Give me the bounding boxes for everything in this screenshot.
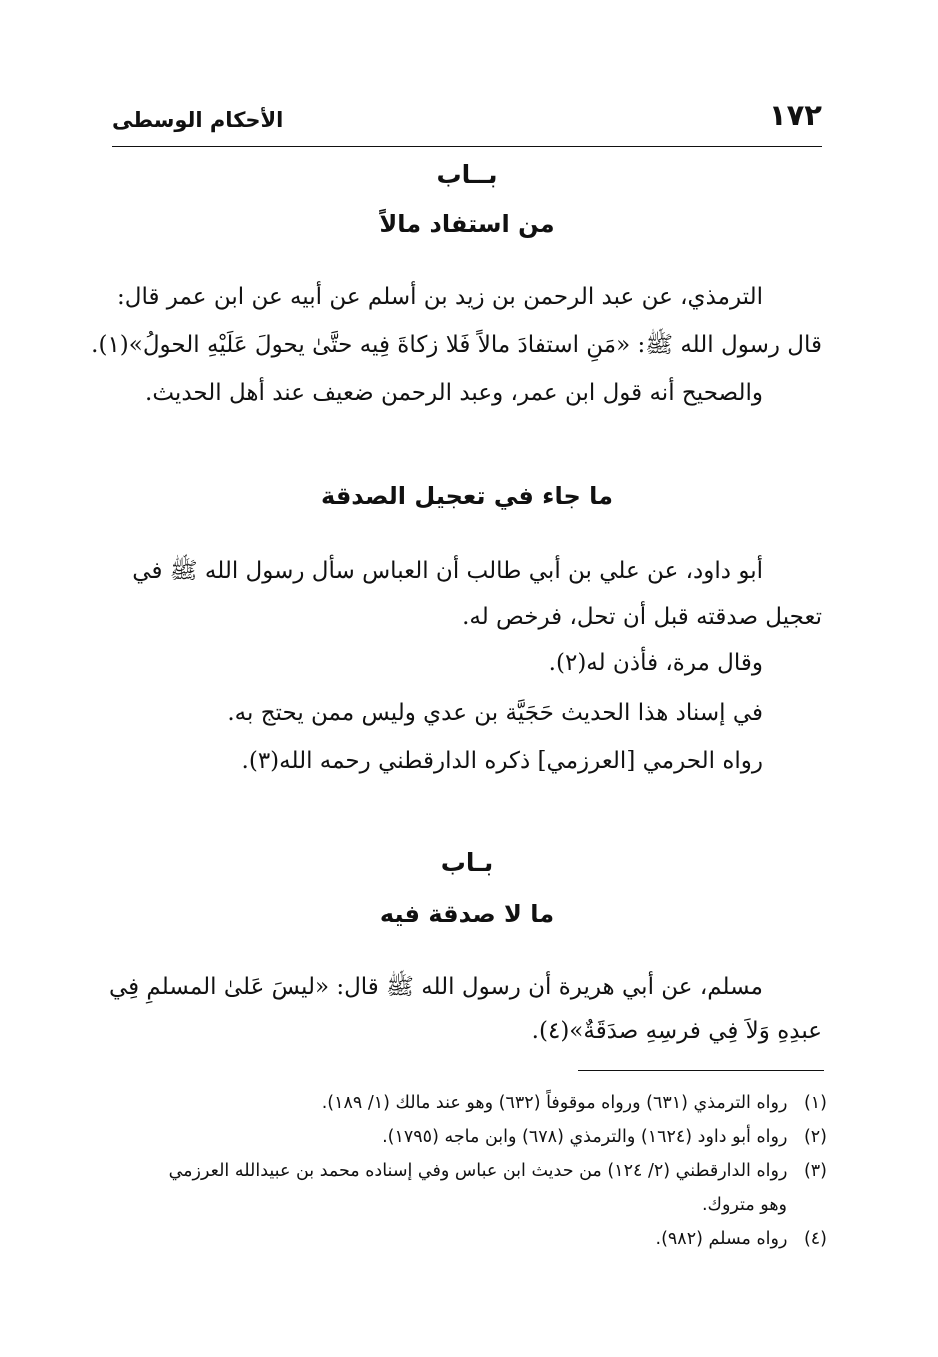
footnote-number: (١) [803,1093,827,1113]
book-title: الأحكام الوسطى [112,108,284,132]
text-line: قال رسول الله ﷺ: «مَنِ استفادَ مالاً فَلا زكاةَ فِيه حتَّىٰ يحولَ عَلَيْهِ الحولُ»(١). [91,332,822,358]
footnote [112,1154,827,1188]
page-number: ١٧٢ [768,98,822,132]
footnote [112,1086,827,1120]
footnote-text: رواه أبو داود (١٦٢٤) والترمذي (٦٧٨) وابن ماجه (١٧٩٥). [382,1127,788,1147]
text-line: في إسناد هذا الحديث حَجَيَّة بن عدي وليس ممن يحتج به. [227,700,763,726]
header-rule [112,146,822,147]
section-bab-heading: بــاب [436,160,498,189]
footnote [112,1120,827,1154]
footnote-number: (٢) [803,1127,827,1147]
text-line: مسلم، عن أبي هريرة أن رسول الله ﷺ قال: «ليسَ عَلىٰ المسلمِ فِي [108,974,763,1000]
footnote-text: رواه الترمذي (٦٣١) ورواه موقوفاً (٦٣٢) وهو عند مالك (١/ ١٨٩). [321,1093,788,1113]
running-header [112,98,822,138]
text-line: أبو داود، عن علي بن أبي طالب أن العباس سأل رسول الله ﷺ في [132,558,763,584]
text-line: وقال مرة، فأذن له(٢). [548,650,763,676]
text-line: والصحيح أنه قول ابن عمر، وعبد الرحمن ضعيف عند أهل الحديث. [145,380,763,406]
text-line: الترمذي، عن عبد الرحمن بن زيد بن أسلم عن أبيه عن ابن عمر قال: [117,284,763,310]
section-bab-heading: بـاب [440,848,494,877]
text-line: تعجيل صدقته قبل أن تحل، فرخص له. [462,604,822,630]
footnote-number: (٣) [803,1161,827,1181]
text-line: عبدِهِ وَلاَ فِي فرسِهِ صدَقَةٌ»(٤). [531,1018,822,1044]
footnote-text: رواه مسلم (٩٨٢). [655,1229,788,1249]
footnote-text: رواه الدارقطني (٢/ ١٢٤) من حديث ابن عباس وفي إسناده محمد بن عبيدالله العرزمي [168,1161,788,1181]
footnote [112,1222,827,1256]
section-title: من استفاد مالاً [379,210,555,238]
footnote-text: وهو متروك. [701,1195,787,1215]
footnote-rule [578,1070,824,1071]
section-title: ما جاء في تعجيل الصدقة [321,482,613,510]
text-line: رواه الحرمي [العرزمي] ذكره الدارقطني رحمه الله(٣). [241,748,763,774]
section-title: ما لا صدقة فيه [379,900,555,928]
footnote-number: (٤) [803,1229,827,1249]
